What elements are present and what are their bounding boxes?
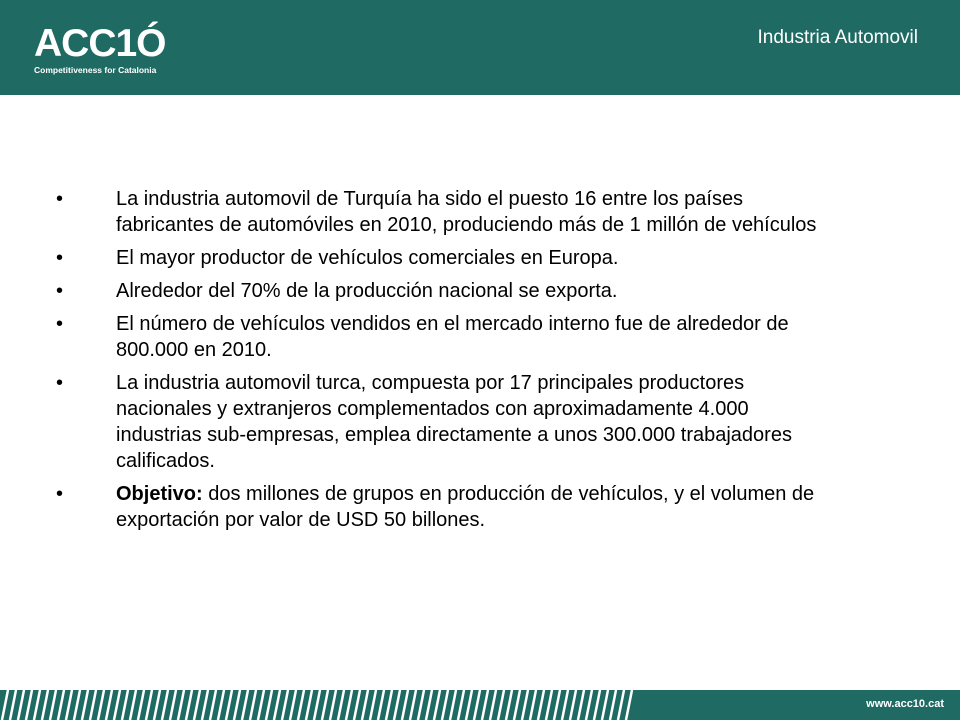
footer-stripe <box>58 690 64 720</box>
bullet-text: El número de vehículos vendidos en el mercado interno fue de alrededor de 800.000 en 2010. <box>116 313 789 361</box>
footer-stripe <box>26 690 32 720</box>
footer-stripe <box>18 690 24 720</box>
footer-stripe <box>298 690 304 720</box>
bullet-text: La industria automovil turca, compuesta por 17 principales productores nacionales y extranjeros complementados con aproximadamente 4.000 industrias sub-empresas, emplea directamente a unos 300.000 trabajadores calificados. <box>116 372 792 472</box>
footer-stripe <box>34 690 40 720</box>
footer-stripe <box>42 690 48 720</box>
footer-stripe <box>466 690 472 720</box>
footer-stripe <box>122 690 128 720</box>
bullet-marker: • <box>56 188 64 210</box>
footer-stripe <box>386 690 392 720</box>
footer-stripe <box>314 690 320 720</box>
footer-stripe <box>586 690 592 720</box>
footer-stripe <box>594 690 600 720</box>
footer-stripe <box>482 690 488 720</box>
footer-stripe <box>306 690 312 720</box>
footer-stripe <box>186 690 192 720</box>
footer-stripe <box>554 690 560 720</box>
bullet-marker: • <box>56 483 64 505</box>
footer-stripe <box>170 690 176 720</box>
logo-tagline: Competitiveness for Catalonia <box>34 65 157 75</box>
footer-stripe <box>490 690 496 720</box>
footer-stripe <box>602 690 608 720</box>
bullet-marker: • <box>56 313 64 335</box>
footer-stripe <box>266 690 272 720</box>
footer-stripe <box>234 690 240 720</box>
bullet-marker: • <box>56 372 64 394</box>
footer-stripe <box>514 690 520 720</box>
bullet-text <box>116 481 836 533</box>
bullet-text: La industria automovil de Turquía ha sido el puesto 16 entre los países fabricantes de automóviles en 2010, produciendo más de 1 millón de vehículos <box>116 188 817 236</box>
footer-stripe <box>434 690 440 720</box>
bullet-item <box>56 370 836 474</box>
footer-stripe <box>130 690 136 720</box>
footer-stripe <box>106 690 112 720</box>
footer-stripe <box>418 690 424 720</box>
acc10-logo <box>34 22 166 76</box>
footer-stripe <box>474 690 480 720</box>
footer-stripe <box>218 690 224 720</box>
footer-stripe <box>146 690 152 720</box>
footer-stripe <box>498 690 504 720</box>
footer-stripe <box>210 690 216 720</box>
bullet-list <box>56 186 836 533</box>
footer-stripe <box>250 690 256 720</box>
bullet-item <box>56 481 836 533</box>
logo-wordmark: ACC1Ó <box>34 22 166 65</box>
footer-stripe <box>98 690 104 720</box>
footer-stripe <box>578 690 584 720</box>
footer-stripe <box>74 690 80 720</box>
footer-stripe <box>450 690 456 720</box>
footer-stripe <box>570 690 576 720</box>
footer-stripe <box>226 690 232 720</box>
footer-stripe <box>258 690 264 720</box>
footer-stripe <box>626 690 632 720</box>
footer-url: www.acc10.cat <box>866 698 944 710</box>
footer-stripe <box>458 690 464 720</box>
bullet-text: El mayor productor de vehículos comerciales en Europa. <box>116 247 619 269</box>
footer-stripe <box>378 690 384 720</box>
footer-stripe <box>282 690 288 720</box>
footer-stripe <box>330 690 336 720</box>
footer-stripe <box>346 690 352 720</box>
bullet-marker: • <box>56 247 64 269</box>
footer-stripe <box>2 690 8 720</box>
footer-stripe <box>610 690 616 720</box>
footer-stripe <box>162 690 168 720</box>
footer-stripe <box>354 690 360 720</box>
footer-stripe <box>50 690 56 720</box>
footer-stripe <box>546 690 552 720</box>
footer-stripe <box>290 690 296 720</box>
footer-stripe <box>10 690 16 720</box>
footer-stripe <box>362 690 368 720</box>
footer-stripe <box>402 690 408 720</box>
footer-stripe <box>562 690 568 720</box>
bullet-item <box>56 245 836 271</box>
bullet-marker: • <box>56 280 64 302</box>
footer-stripe <box>442 690 448 720</box>
footer-stripe <box>394 690 400 720</box>
objective-text: dos millones de grupos en producción de vehículos, y el volumen de exportación por valor de USD 50 billones. <box>116 483 815 531</box>
footer-stripe <box>538 690 544 720</box>
footer-stripe <box>410 690 416 720</box>
footer-stripe <box>370 690 376 720</box>
footer-stripe <box>506 690 512 720</box>
slide-content <box>56 186 836 540</box>
footer-stripe <box>522 690 528 720</box>
stripe-pattern-icon <box>0 690 640 720</box>
footer-stripe <box>154 690 160 720</box>
footer-stripe <box>90 690 96 720</box>
bullet-item <box>56 278 836 304</box>
footer-stripe <box>194 690 200 720</box>
footer-stripe <box>618 690 624 720</box>
footer-stripe <box>114 690 120 720</box>
footer-stripe <box>178 690 184 720</box>
bullet-text: Alrededor del 70% de la producción nacional se exporta. <box>116 280 618 302</box>
footer-stripe <box>138 690 144 720</box>
section-title: Industria Automovil <box>757 27 918 48</box>
footer-stripe <box>242 690 248 720</box>
header-bar <box>0 0 960 95</box>
footer-stripe <box>274 690 280 720</box>
bullet-item <box>56 186 836 238</box>
footer-stripe <box>530 690 536 720</box>
footer-stripe <box>66 690 72 720</box>
footer-stripe <box>322 690 328 720</box>
bullet-item <box>56 311 836 363</box>
footer-stripe <box>202 690 208 720</box>
footer-stripe <box>338 690 344 720</box>
objective-label: Objetivo: <box>116 483 203 505</box>
footer-stripe <box>82 690 88 720</box>
footer-bar <box>0 690 960 720</box>
footer-stripe <box>426 690 432 720</box>
